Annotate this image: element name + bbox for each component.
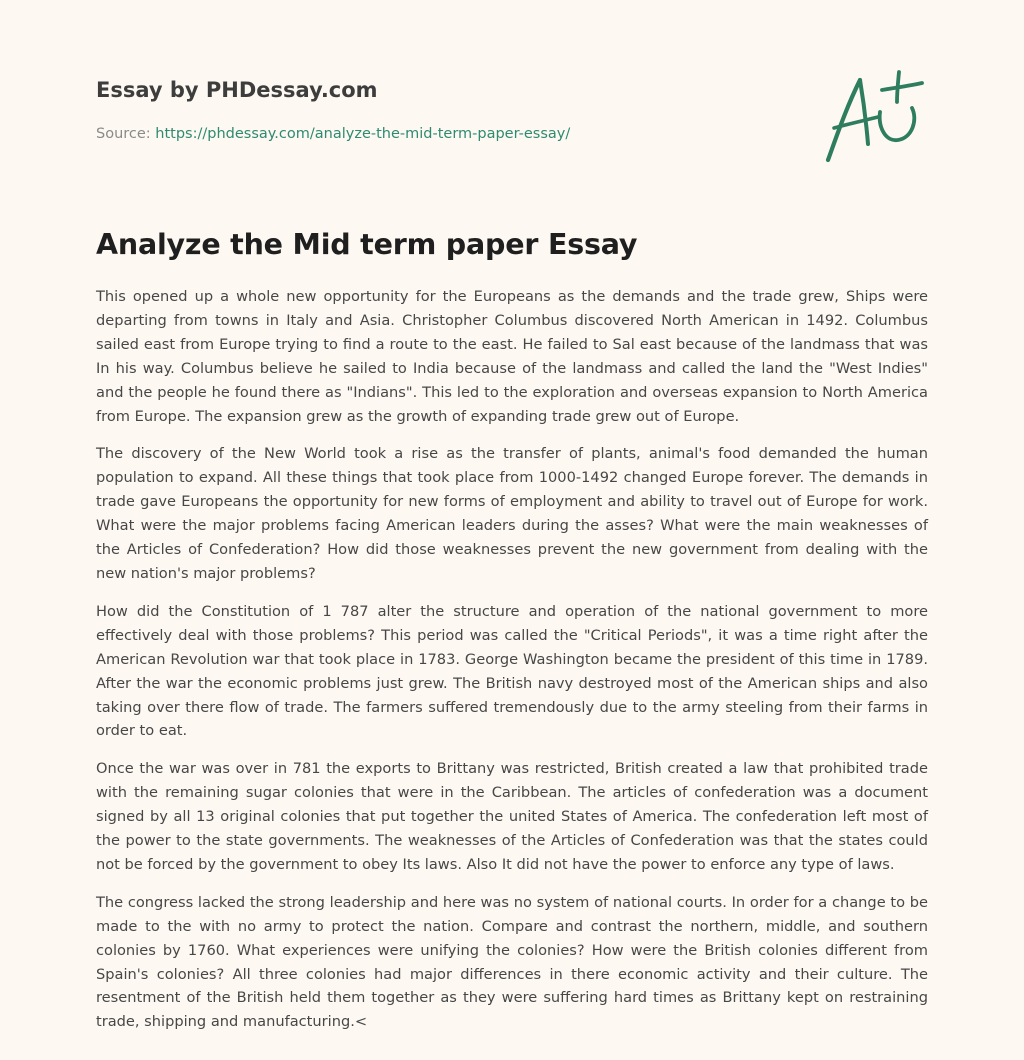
essay-body bbox=[96, 285, 928, 1048]
essay-paragraph: This opened up a whole new opportunity for the Europeans as the demands and the trade grew, Ships were departing from towns in Italy and Asia. Christopher Columbus discovered North American in 1492. Columbus sailed east from Europe trying to find a route to the east. He failed to Sal east because of the landmass that was In his way. Columbus believe he sailed to India because of the landmass and called the land the "West Indies" and the people he found there as "Indians". This led to the exploration and overseas expansion to North America from Europe. The expansion grew as the growth of expanding trade grew out of Europe. bbox=[96, 288, 928, 425]
essay-paragraph: The congress lacked the strong leadership and here was no system of national courts. In order for a change to be made to the with no army to protect the nation. Compare and contrast the northern, middle, and southern colonies by 1760. What experiences were unifying the colonies? How were the British colonies different from Spain's colonies? All three colonies had major differences in there economic activity and their culture. The resentment of the British held them together as they were suffering hard times as Brittany kept on restraining trade, shipping and manufacturing.< bbox=[96, 893, 928, 1031]
essay-paragraph: How did the Constitution of 1 787 alter the structure and operation of the national government to more effectively deal with those problems? This period was called the "Critical Periods", it was a time right after the American Revolution war that took place in 1783. George Washington became the president of this time in 1789. After the war the economic problems just grew. The British navy destroyed most of the American ships and also taking over there flow of trade. The farmers suffered tremendously due to the army steeling from their farms in order to eat. bbox=[96, 602, 928, 740]
brand-name: Essay by PHDessay.com bbox=[96, 78, 378, 102]
a-plus-logo-icon bbox=[818, 68, 930, 164]
essay-title: Analyze the Mid term paper Essay bbox=[96, 228, 638, 261]
essay-paragraph: The discovery of the New World took a rise as the transfer of plants, animal's food demanded the human population to expand. All these things that took place from 1000-1492 changed Europe forever. The demands in trade gave Europeans the opportunity for new forms of employment and ability to travel out of Europe for work. What were the major problems facing American leaders during the asses? What were the main weaknesses of the Articles of Confederation? How did those weaknesses prevent the new government from dealing with the new nation's major problems? bbox=[96, 445, 928, 582]
source-label: Source: bbox=[96, 126, 156, 142]
source-link[interactable]: https://phdessay.com/analyze-the-mid-term-paper-essay/ bbox=[155, 126, 571, 142]
page-header bbox=[96, 76, 796, 144]
source-line bbox=[96, 124, 796, 144]
essay-paragraph: Once the war was over in 781 the exports to Brittany was restricted, British created a law that prohibited trade with the remaining sugar colonies that were in the Caribbean. The articles of confederation was a document signed by all 13 original colonies that put together the united States of America. The confederation left most of the power to the state governments. The weaknesses of the Articles of Confederation was that the states could not be forced by the government to obey Its laws. Also It did not have the power to enforce any type of laws. bbox=[96, 760, 928, 873]
